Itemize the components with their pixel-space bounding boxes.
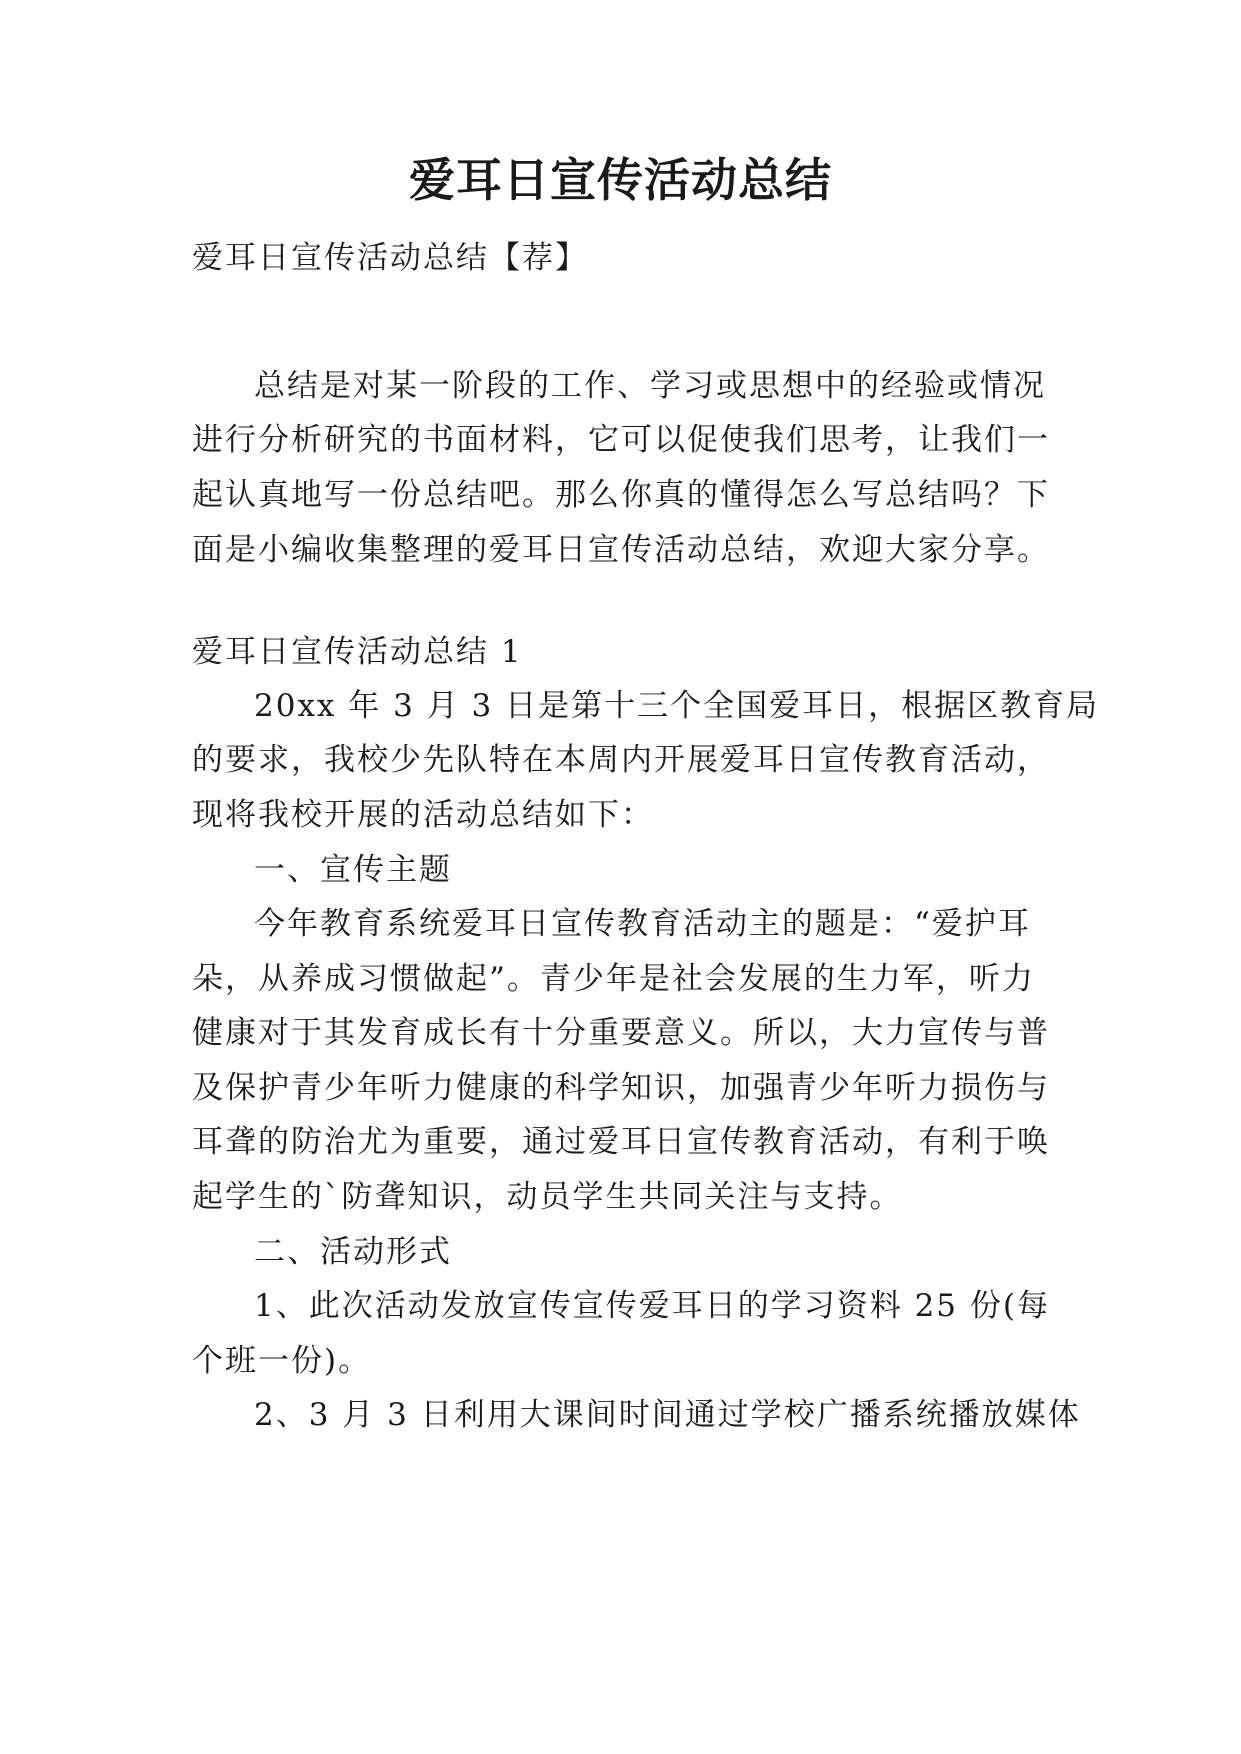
section-heading: 爱耳日宣传活动总结 1 <box>192 634 523 670</box>
list-item-line: 1、此次活动发放宣传宣传爱耳日的学习资料 25 份(每 <box>254 1288 1050 1324</box>
intro-line: 起认真地写一份总结吧。那么你真的懂得怎么写总结吗？下 <box>192 477 1050 513</box>
paragraph-line: 及保护青少年听力健康的科学知识，加强青少年听力损伤与 <box>192 1070 1050 1106</box>
paragraph-line: 的要求，我校少先队特在本周内开展爱耳日宣传教育活动， <box>192 742 1050 778</box>
document-subtitle: 爱耳日宣传活动总结【荐】 <box>192 240 588 276</box>
paragraph-line: 20xx 年 3 月 3 日是第十三个全国爱耳日，根据区教育局 <box>254 688 1100 724</box>
intro-line: 总结是对某一阶段的工作、学习或思想中的经验或情况 <box>254 368 1046 404</box>
list-item-line: 个班一份)。 <box>192 1343 372 1379</box>
paragraph-line: 现将我校开展的活动总结如下： <box>192 797 654 833</box>
paragraph-line: 耳聋的防治尤为重要，通过爱耳日宣传教育活动，有利于唤 <box>192 1124 1050 1160</box>
paragraph-line: 今年教育系统爱耳日宣传教育活动主的题是：“爱护耳 <box>254 906 1031 942</box>
paragraph-line: 起学生的`防聋知识，动员学生共同关注与支持。 <box>192 1179 903 1215</box>
document-title: 爱耳日宣传活动总结 <box>409 153 832 207</box>
paragraph-line: 朵，从养成习惯做起”。青少年是社会发展的生力军，听力 <box>192 961 1035 997</box>
list-item-line: 2、3 月 3 日利用大课间时间通过学校广播系统播放媒体 <box>254 1397 1081 1433</box>
paragraph-line: 健康对于其发育成长有十分重要意义。所以，大力宣传与普 <box>192 1015 1050 1051</box>
subheading-format: 二、活动形式 <box>254 1234 452 1270</box>
intro-line: 面是小编收集整理的爱耳日宣传活动总结，欢迎大家分享。 <box>192 532 1050 568</box>
subheading-theme: 一、宣传主题 <box>254 852 452 888</box>
intro-line: 进行分析研究的书面材料，它可以促使我们思考，让我们一 <box>192 422 1050 458</box>
